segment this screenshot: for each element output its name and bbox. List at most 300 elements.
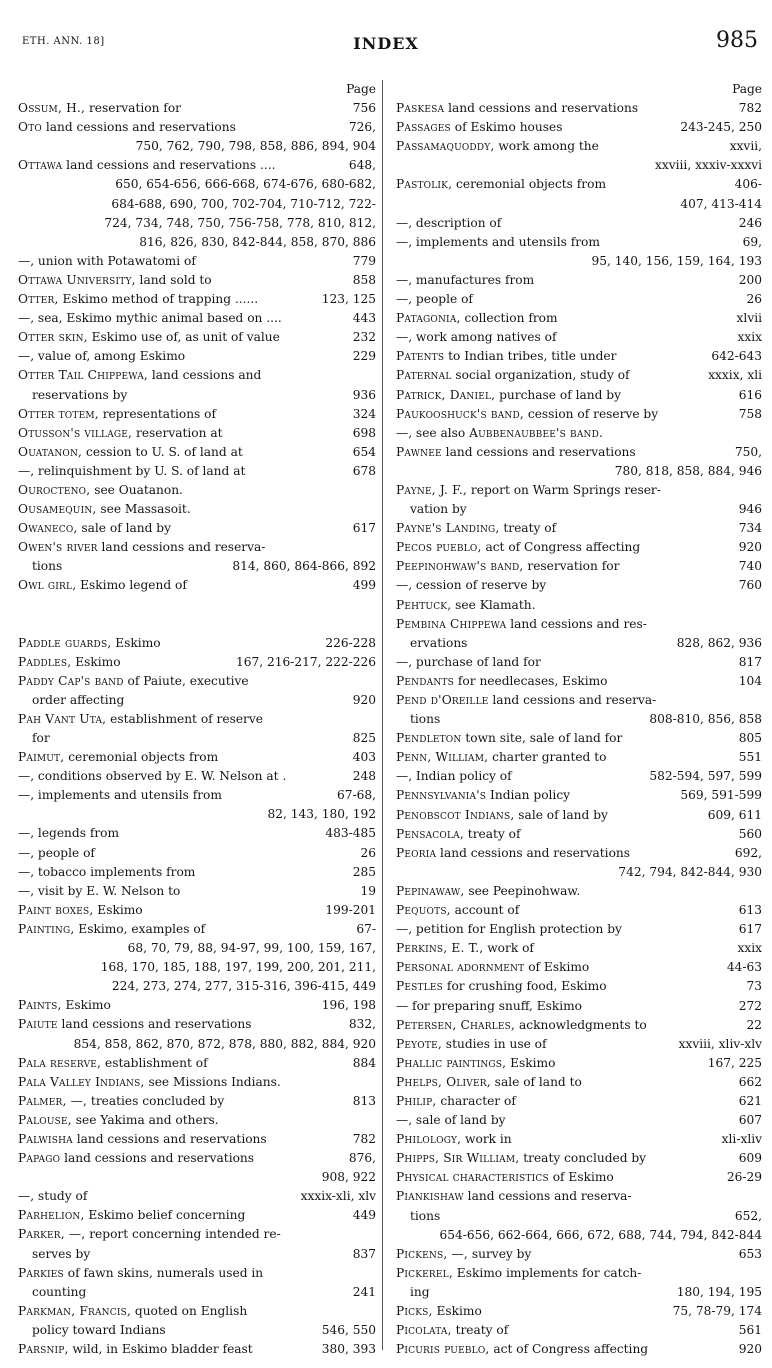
entry-term: Penn, William, [396, 750, 489, 765]
entry-heading-line [388, 443, 762, 462]
entry-term: Philip, [396, 1093, 437, 1108]
entry-heading-line [10, 996, 376, 1015]
entry-heading-line [10, 1111, 376, 1130]
index-entry [388, 137, 762, 175]
page-reference: 569, 591-599 [677, 786, 762, 805]
entry-description: land cessions and reservations [436, 845, 631, 860]
entry-text [396, 214, 501, 233]
index-entry [388, 328, 762, 347]
page-reference: 167, 225 [705, 1054, 762, 1073]
entry-heading-line [388, 1264, 762, 1283]
index-entry [388, 386, 762, 405]
index-entry [388, 806, 762, 825]
entry-term: Pala Valley Indians, [18, 1074, 145, 1089]
entry-description: of fawn skins, numerals used in [63, 1265, 264, 1280]
entry-term: Philology, [396, 1132, 462, 1147]
page-reference: 652, [732, 1207, 762, 1226]
entry-description: —, union with Potawatomi of [18, 253, 196, 268]
entry-description: order affecting [32, 692, 125, 707]
entry-text [396, 882, 580, 901]
entry-text [18, 634, 161, 653]
index-entry [388, 309, 762, 328]
entry-heading-line [388, 1092, 762, 1111]
entry-heading-line [388, 939, 762, 958]
entry-description: treaty of [451, 1323, 509, 1338]
page-reference: 920 [736, 538, 762, 557]
entry-description: Eskimo method of trapping ...... [58, 292, 259, 307]
page-reference: xxviii, xxxiv-xxxvi [655, 158, 762, 173]
page-reference: xlvii [734, 309, 762, 328]
entry-text [18, 481, 183, 500]
entry-description: treaty of [463, 826, 521, 841]
index-entry [10, 328, 376, 347]
entry-description: quoted on English [131, 1303, 248, 1318]
entry-description: charter granted to [488, 750, 607, 765]
entry-description: land cessions and reservations [60, 1151, 255, 1166]
entry-text [18, 519, 171, 538]
entry-term: Pestles [396, 979, 444, 994]
page-reference: 560 [736, 825, 762, 844]
entry-description: land cessions and reservations [57, 1017, 252, 1032]
page-reference: 67-68, [334, 786, 376, 805]
entry-text [396, 557, 619, 576]
page-reference: 167, 216-217, 222-226 [233, 653, 376, 672]
index-entry [388, 290, 762, 309]
index-entry [388, 118, 762, 137]
page-reference: 609 [736, 1149, 762, 1168]
page-reference: 407, 413-414 [680, 196, 762, 211]
page-reference: 654-656, 662-664, 666, 672, 688, 744, 794, 842-844 [439, 1227, 762, 1242]
entry-text [18, 1187, 87, 1206]
entry-description: —, conditions observed by E. W. Nelson at . [18, 769, 287, 784]
entry-description: Eskimo implements for catch- [452, 1265, 642, 1280]
entry-heading-line [388, 691, 762, 710]
entry-term: Peepinohwaw's band, [396, 559, 524, 574]
entry-term: Paukooshuck's band, [396, 406, 525, 421]
page-column-label: Page [346, 82, 376, 96]
index-entry [10, 1206, 376, 1225]
entry-term: Paskesa [396, 101, 445, 116]
entry-text [18, 824, 119, 843]
entry-continuation-line [10, 1283, 376, 1302]
entry-description: act of Congress affecting [481, 540, 641, 555]
entry-description: cession of reserve by [524, 406, 659, 421]
journal-reference: ETH. ANN. 18] [22, 36, 105, 47]
entry-heading-line [388, 233, 762, 252]
entry-heading-line [388, 1054, 762, 1073]
page-reference: 582-594, 597, 599 [646, 767, 762, 786]
entry-text [32, 729, 50, 748]
entry-heading-line [388, 1111, 762, 1130]
entry-text [396, 271, 534, 290]
entry-term: Petersen, Charles, [396, 1017, 516, 1032]
entry-description: —, Indian policy of [396, 769, 512, 784]
entry-description: —, see also [396, 425, 470, 440]
entry-description: —, study of [18, 1189, 88, 1204]
entry-heading-line [10, 576, 376, 595]
entry-text [18, 1111, 219, 1130]
entry-term: Passamaquoddy, [396, 139, 495, 154]
entry-term: Pickerel, [396, 1265, 453, 1280]
entry-term: Penobscot Indians, [396, 807, 515, 822]
entry-text [396, 1245, 531, 1264]
entry-description: —, petition for English protection by [396, 922, 622, 937]
page-reference: 936 [350, 386, 376, 405]
entry-term: Ottawa University, [18, 272, 136, 287]
page-reference: 814, 860, 864-866, 892 [229, 557, 376, 576]
entry-description: acknowledgments to [515, 1017, 647, 1032]
index-entry [388, 748, 762, 767]
entry-term: Pah Vant Uta, [18, 711, 107, 726]
index-entry [10, 634, 376, 653]
entry-continuation-line [388, 634, 762, 653]
entry-term: Parkies [18, 1265, 64, 1280]
entry-heading-line [10, 538, 376, 557]
entry-heading-line [388, 405, 762, 424]
entry-description: Eskimo [432, 1304, 482, 1318]
entry-term: Paint boxes, [18, 902, 94, 917]
entry-heading-line [10, 290, 376, 309]
page-reference: 750, 762, 790, 798, 858, 886, 894, 904 [135, 139, 376, 154]
index-entry [10, 1225, 376, 1263]
entry-text [396, 729, 622, 748]
page-reference: 662 [736, 1073, 762, 1092]
entry-description: Eskimo [93, 902, 143, 917]
entry-heading-line [388, 729, 762, 748]
entry-heading-line [388, 557, 762, 576]
page-reference: xxix [734, 939, 762, 958]
entry-text [18, 424, 223, 443]
index-entry [10, 1187, 376, 1206]
entry-heading-line [10, 920, 376, 939]
entry-text [18, 1092, 224, 1111]
entry-heading-line [388, 825, 762, 844]
entry-text [396, 997, 582, 1016]
entry-text [396, 596, 535, 615]
entry-term: Pecos pueblo, [396, 540, 482, 555]
entry-text [396, 939, 534, 958]
entry-heading-line [10, 1302, 376, 1321]
entry-text [18, 309, 282, 328]
entry-text [396, 977, 607, 996]
entry-description: ing [410, 1284, 430, 1299]
entry-term: Pala reserve, [18, 1055, 102, 1070]
entry-term: Patrick, Daniel, [396, 387, 496, 402]
page-reference: 69, [740, 233, 762, 252]
entry-description: reservation for [85, 101, 181, 116]
entry-term: Picuris pueblo, [396, 1342, 490, 1357]
entry-text [396, 309, 558, 328]
entry-term: Patents [396, 349, 445, 364]
entry-term: Palmer, —, [18, 1093, 88, 1108]
index-entry [10, 252, 376, 271]
cross-reference-term: Aubbenaubbee's band. [469, 425, 604, 440]
page-references-continued [388, 863, 762, 882]
entry-description: see Yakima and others. [71, 1112, 219, 1127]
entry-description: Eskimo use of, as unit of value [87, 330, 280, 345]
entry-text [396, 137, 599, 156]
entry-text [18, 996, 111, 1015]
entry-term: Otter Tail Chippewa, [18, 368, 149, 383]
page-reference: 740 [736, 557, 762, 576]
entry-text [396, 1035, 547, 1054]
index-entry [10, 996, 376, 1015]
entry-heading-line [388, 576, 762, 595]
entry-text [396, 1073, 582, 1092]
entry-term: Peoria [396, 845, 437, 860]
page-reference: 483-485 [322, 824, 376, 843]
entry-term: Otter totem, [18, 406, 99, 421]
entry-description: cession to U. S. of land at [82, 444, 243, 459]
entry-text [396, 1016, 647, 1035]
index-entry [388, 271, 762, 290]
page-reference: 546, 550 [319, 1321, 376, 1340]
entry-text [32, 1283, 86, 1302]
page-reference: 742, 794, 842-844, 930 [618, 864, 762, 879]
entry-text [396, 691, 656, 710]
page-reference: 224, 273, 274, 277, 315-316, 396-415, 449 [111, 979, 376, 994]
entry-description: see Klamath. [451, 597, 536, 612]
entry-description: social organization, study of [451, 368, 630, 383]
page-reference: 779 [350, 252, 376, 271]
index-entry [388, 1168, 762, 1187]
index-entry [388, 958, 762, 977]
entry-term: Pastolik, [396, 177, 453, 192]
entry-description: —, people of [396, 292, 473, 307]
index-entry [10, 748, 376, 767]
index-entry [10, 309, 376, 328]
section-gap [10, 596, 376, 634]
entry-text [18, 1302, 247, 1321]
index-entry [388, 1073, 762, 1092]
index-entry [10, 347, 376, 366]
entry-description: purchase of land by [495, 387, 621, 402]
entry-term: Pehtuck, [396, 597, 452, 612]
page-reference: 26-29 [724, 1168, 762, 1187]
entry-heading-line [10, 443, 376, 462]
entry-text [32, 1245, 90, 1264]
entry-term: Payne's Landing, [396, 521, 500, 536]
page-references-continued [10, 939, 376, 958]
entry-text [410, 710, 440, 729]
page-reference: 654 [350, 443, 376, 462]
entry-heading-line [10, 500, 376, 519]
index-entry [10, 1015, 376, 1053]
index-entry [388, 99, 762, 118]
index-entry [388, 901, 762, 920]
page-reference: xli-xliv [719, 1130, 762, 1149]
entry-description: land cessions and [148, 368, 262, 383]
entry-description: tions [410, 712, 441, 727]
page-reference: 920 [736, 1340, 762, 1359]
page-reference: 750, [732, 443, 762, 462]
entry-term: Passages [396, 120, 451, 135]
entry-description: ervations [410, 635, 468, 650]
index-entry [10, 538, 376, 576]
entry-heading-line [388, 806, 762, 825]
entry-heading-line [10, 672, 376, 691]
index-entry [10, 920, 376, 996]
page-reference: 168, 170, 185, 188, 197, 199, 200, 201, 211, [100, 960, 376, 975]
index-entry [388, 347, 762, 366]
entry-text [18, 1149, 254, 1168]
index-entry [10, 99, 376, 118]
entry-continuation-line [10, 1245, 376, 1264]
entry-heading-line [388, 844, 762, 863]
page-references-continued [10, 958, 376, 977]
page-reference: 817 [736, 653, 762, 672]
entry-heading-line [10, 252, 376, 271]
entry-heading-line [388, 118, 762, 137]
entry-description: land cessions and reserva- [488, 693, 657, 707]
index-entry [10, 672, 376, 710]
index-entry [388, 366, 762, 385]
entry-description: —, sale of land by [396, 1113, 506, 1128]
entry-description: survey by [468, 1246, 532, 1261]
entry-heading-line [388, 901, 762, 920]
page-reference: 678 [350, 462, 376, 481]
page-reference: 832, [346, 1015, 376, 1034]
entry-text [396, 1054, 555, 1073]
entry-continuation-line [388, 1207, 762, 1226]
entry-term: Otter, [18, 292, 59, 307]
entry-heading-line [388, 1073, 762, 1092]
entry-description: sale of land to [490, 1074, 582, 1089]
index-entry [10, 863, 376, 882]
entry-term: Phelps, Oliver, [396, 1074, 491, 1089]
index-entry [388, 596, 762, 615]
entry-heading-line [10, 405, 376, 424]
entry-description: —, value of, among Eskimo [18, 349, 186, 364]
entry-text [32, 386, 127, 405]
page-reference: 734 [736, 519, 762, 538]
entry-heading-line [388, 328, 762, 347]
page-reference: 75, 78-79, 174 [670, 1302, 762, 1321]
entry-text [18, 156, 276, 175]
entry-term: Pennsylvania's [396, 788, 487, 803]
index-entry [388, 977, 762, 996]
entry-text [396, 386, 621, 405]
page-references-continued [10, 175, 376, 194]
index-entry [10, 500, 376, 519]
entry-term: Otusson's village, [18, 425, 133, 440]
page-reference: 123, 125 [319, 290, 376, 309]
entry-text [18, 1073, 281, 1092]
entry-term: Phallic paintings, [396, 1055, 507, 1070]
entry-heading-line [388, 786, 762, 805]
entry-term: Parsnip, [18, 1342, 69, 1356]
page-reference: 180, 194, 195 [674, 1283, 762, 1302]
entry-description: collection from [460, 311, 558, 326]
page-reference: 617 [736, 920, 762, 939]
index-entry [10, 882, 376, 901]
index-column-right [388, 80, 762, 1359]
entry-description: account of [450, 903, 520, 918]
page-references-continued [388, 252, 762, 271]
page-reference: 858 [350, 271, 376, 290]
entry-term: Phipps, Sir William, [396, 1151, 520, 1166]
page-reference: 246 [736, 214, 762, 233]
index-entry [388, 538, 762, 557]
entry-term: Pequots, [396, 903, 451, 918]
index-entry [388, 405, 762, 424]
entry-text [396, 1149, 646, 1168]
entry-heading-line [10, 1149, 376, 1168]
entry-text [18, 920, 205, 939]
entry-text [396, 1187, 632, 1206]
page-reference: 692, [732, 844, 762, 863]
entry-heading-line [388, 290, 762, 309]
entry-description: land cessions and reserva- [97, 540, 266, 555]
entry-description: work of [483, 941, 534, 956]
entry-text [396, 901, 519, 920]
index-entry [388, 767, 762, 786]
index-entry [388, 672, 762, 691]
entry-continuation-line [388, 1283, 762, 1302]
entry-text [18, 863, 195, 882]
page-reference: 648, [346, 156, 376, 175]
entry-description: Indian policy [486, 788, 571, 803]
page-reference: 443 [350, 309, 376, 328]
page-reference: 44-63 [724, 958, 762, 977]
page-reference: 406- [732, 175, 762, 194]
entry-text [396, 328, 556, 347]
running-header [0, 30, 772, 58]
page-reference: 551 [736, 748, 762, 767]
entry-description: of Eskimo houses [450, 120, 563, 135]
entry-heading-line [10, 1130, 376, 1149]
entry-text [18, 462, 245, 481]
entry-text [410, 500, 467, 519]
entry-text [18, 443, 243, 462]
page-reference: 380, 393 [319, 1340, 376, 1359]
entry-heading-line [388, 882, 762, 901]
entry-heading-line [388, 309, 762, 328]
entry-text [18, 99, 181, 118]
entry-text [18, 748, 218, 767]
index-entry [388, 214, 762, 233]
entry-heading-line [388, 653, 762, 672]
entry-heading-line [10, 481, 376, 500]
page-reference: 272 [736, 997, 762, 1016]
entry-term: Otter skin, [18, 330, 88, 345]
entry-heading-line [388, 977, 762, 996]
page-reference: 805 [736, 729, 762, 748]
entry-heading-line [10, 462, 376, 481]
entry-description: treaty concluded by [519, 1151, 647, 1166]
index-entry [10, 1111, 376, 1130]
entry-heading-line [10, 1015, 376, 1034]
entry-heading-line [388, 615, 762, 634]
entry-text [396, 653, 541, 672]
entry-heading-line [388, 1187, 762, 1206]
page-reference: xxxix-xli, xlv [298, 1187, 376, 1206]
entry-term: Patagonia, [396, 311, 461, 326]
entry-term: Oto [18, 120, 42, 135]
index-entry [388, 175, 762, 213]
index-entry [10, 481, 376, 500]
entry-heading-line [10, 1340, 376, 1359]
entry-text [396, 767, 512, 786]
entry-heading-line [10, 309, 376, 328]
entry-heading-line [388, 386, 762, 405]
page-reference: 232 [350, 328, 376, 347]
entry-heading-line [10, 519, 376, 538]
page-references-continued [388, 462, 762, 481]
page-reference: 95, 140, 156, 159, 164, 193 [591, 253, 762, 268]
index-entry [388, 1340, 762, 1359]
entry-term: Parhelion, [18, 1208, 85, 1223]
